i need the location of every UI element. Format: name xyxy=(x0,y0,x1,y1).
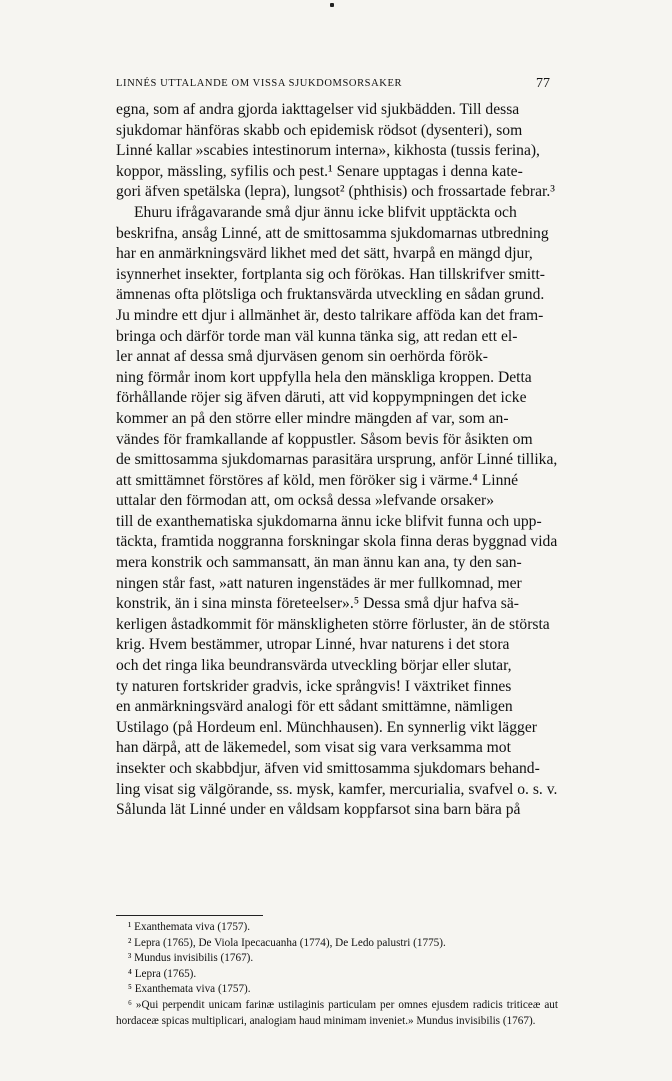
page-speck xyxy=(330,3,334,7)
footnote: ³ Mundus invisibilis (1767). xyxy=(128,952,254,965)
paragraph: Ehuru ifrågavarande små djur ännu icke blifvit upptäckta och beskrifna, ansåg Linné, att de smittosamma sjukdomarnas utbredning har en anmärkningsvärd likhet med det sätt, hvarpå en mängd djur, isynnerhet insekter, fortplanta sig och förökas. Han tillskrifver smitt- ämnenas ofta plötsliga och fruktansvärda utveckling en sådan grund. Ju mindre ett djur i allmänhet är, desto talrikare afföda kan det fram- bringa och därför torde man väl kunna tänka sig, att redan ett el- ler annat af dessa små djurväsen genom sin oerhörda förök- ning förmår inom kort uppfylla hela den mänskliga kroppen. Detta förhållande röjer sig äfven däruti, att vid koppympningen det icke kommer an på den större eller mindre mängden af var, som an- vändes för framkallande af koppustler. Såsom bevis för åsikten om de smittosamma sjukdomarnas parasitära ursprung, anför Linné tillika, att smittämnet förstöres af köld, men föröker sig i värme.⁴ Linné uttalar den förmodan att, om också dessa »lefvande orsaker» till de exanthematiska sjukdomarna ännu icke blifvit funna och upp- täckta, framtida noggranna forskningar skola finna deras byggnad vida mera konstrik och sammansatt, än man ännu kan ana, ty den san- ningen står fast, »att naturen ingenstädes är mer fullkomnad, mer konstrik, än i sina minsta företeelser».⁵ Dessa små djur hafva sä- kerligen åstadkommit för mänskligheten större förluster, än de största krig. Hvem bestämmer, utropar Linné, hvar naturens i det stora och det ringa lika beundransvärda utveckling börjar eller slutar, ty naturen fortskrider gradvis, icke språngvis! I växtriket finnes en anmärkningsvärd analogi för ett sådant smittämne, nämligen Ustilago (på Hordeum enl. Münchhausen). En synnerlig vikt lägger han därpå, att de läkemedel, som visat sig vara verksamma mot insekter och skabbdjur, äfven vid smittosamma sjukdomars behand- ling visat sig välgörande, ss. mysk, kamfer, mercurialia, svafvel o. s. v. Sålunda lät Linné under en våldsam koppfarsot sina barn bära på xyxy=(116,203,558,819)
footnote: ¹ Exanthemata viva (1757). xyxy=(128,921,251,933)
footnote: ⁶ »Qui perpendit unicam farinæ ustilaginis particulam per omnes ejusdem radicis triticeæ aut hordaceæ spicas multiplicari, analogiam haud minimam inveniet.» Mundus invisibilis (1767). xyxy=(116,998,558,1027)
footnote: ² Lepra (1765), De Viola Ipecacuanha (1774), De Ledo palustri (1775). xyxy=(128,936,446,949)
page-number: 77 xyxy=(536,76,550,91)
paragraph: egna, som af andra gjorda iakttagelser vid sjukbädden. Till dessa sjukdomar hänföras skabb och epidemisk rödsot (dysenteri), som Linné kallar »scabies intestinorum interna», kikhosta (tussis ferina), koppor, mässling, syfilis och pest.¹ Senare upptagas i denna kate- gori äfven spetälska (lepra), lungsot² (phthisis) och frossartade febrar.³ xyxy=(116,101,555,201)
page-header xyxy=(116,76,550,96)
footnote: ⁵ Exanthemata viva (1757). xyxy=(128,983,251,996)
footnotes xyxy=(116,920,558,1029)
footnote: ⁴ Lepra (1765). xyxy=(128,967,197,980)
body-text xyxy=(116,100,558,821)
footnote-rule xyxy=(116,915,263,916)
running-title: LINNÉS UTTALANDE OM VISSA SJUKDOMSORSAKER xyxy=(116,78,403,89)
